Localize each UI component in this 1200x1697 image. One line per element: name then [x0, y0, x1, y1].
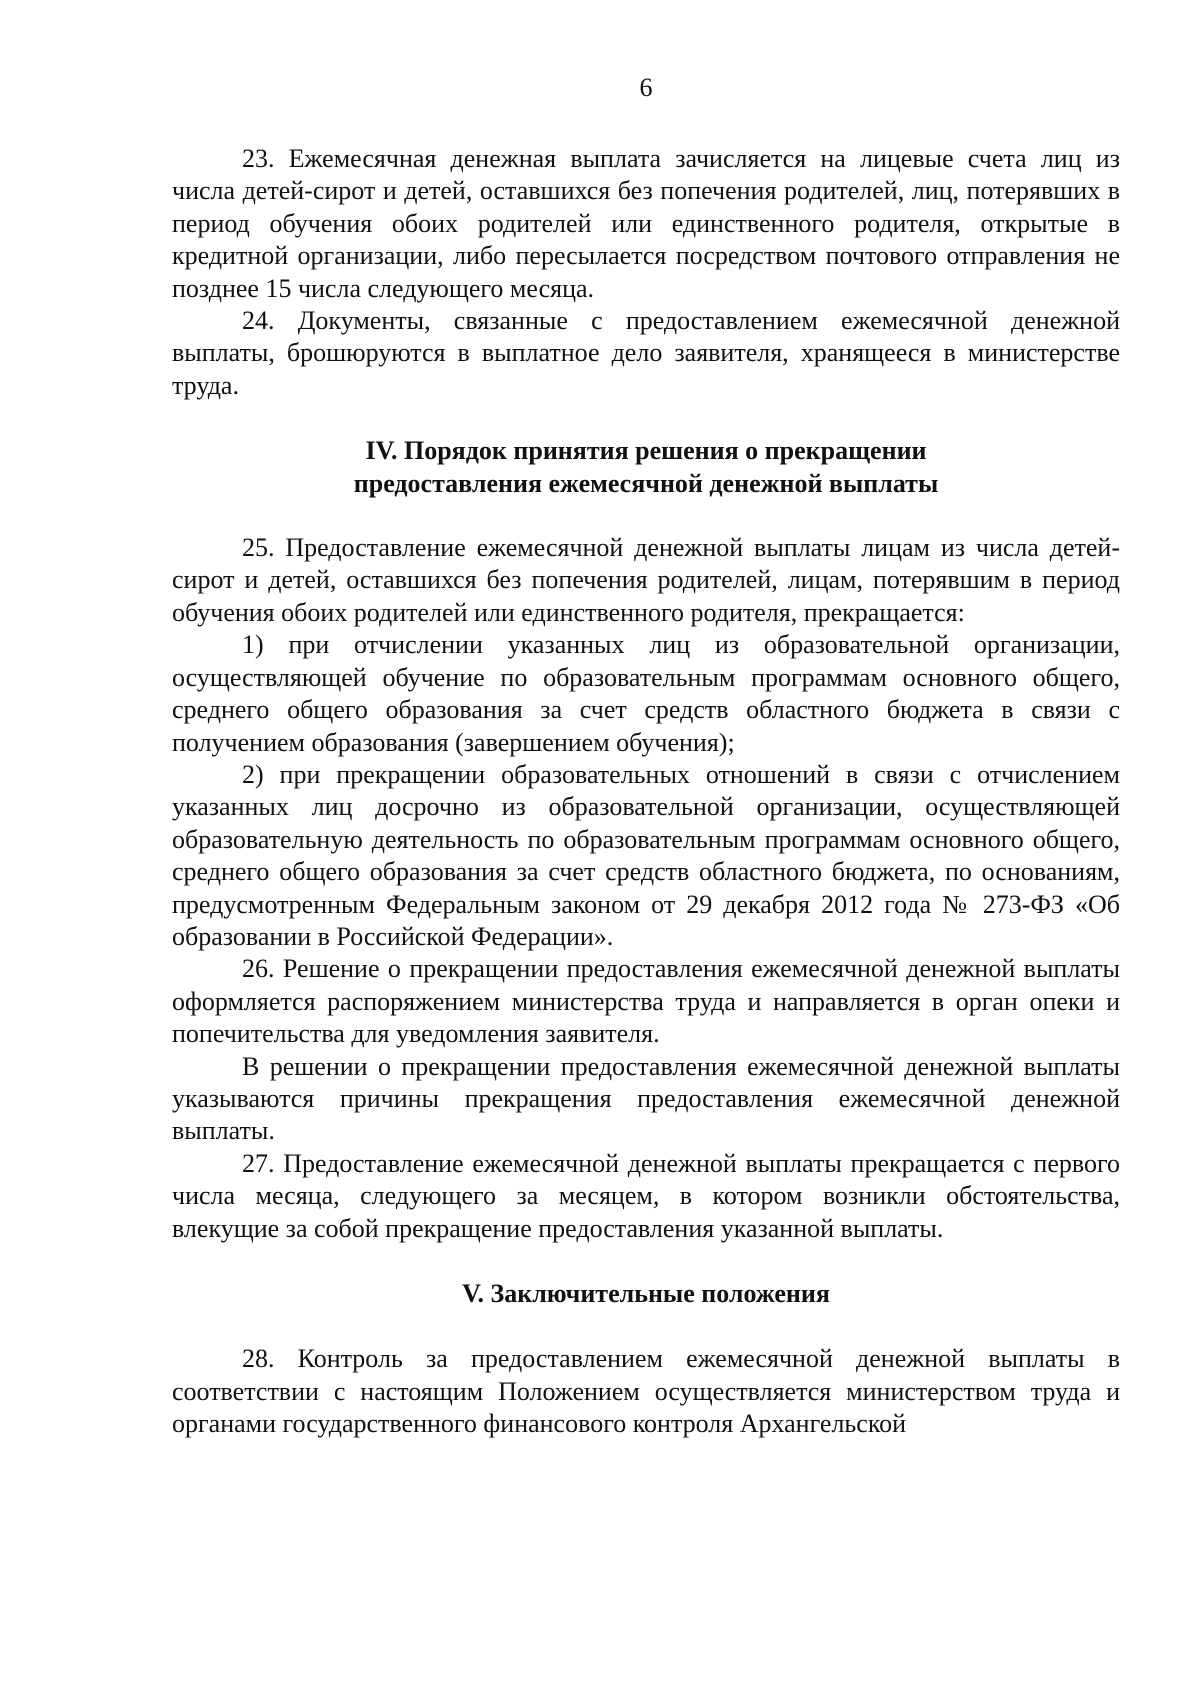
paragraph-25-item-1: 1) при отчислении указанных лиц из образовательной организации, осуществляющей обучение по образовательным программам основного общего, среднего общего образования за счет средств областного бюджета в связи с получением образования (завершением обучения); [172, 630, 1120, 757]
paragraph-26-continued: В решении о прекращении предоставления ежемесячной денежной выплаты указываются причины прекращения предоставления ежемесячной денежной выплаты. [172, 1051, 1120, 1146]
paragraph-26: 26. Решение о прекращении предоставления ежемесячной денежной выплаты оформляется распоряжением министерства труда и направляется в орган опеки и попечительства для уведомления заявителя. [172, 954, 1120, 1049]
paragraph-25: 25. Предоставление ежемесячной денежной выплаты лицам из числа детей-сирот и детей, оставшихся без попечения родителей, лицам, потерявшим в период обучения обоих родителей или единственного родителя, прекращается: [172, 533, 1120, 627]
paragraph-25-item-2: 2) при прекращении образовательных отношений в связи с отчислением указанных лиц досрочно из образовательной организации, осуществляющей образовательную деятельность по образовательным программам основного общего, среднего общего образования за счет средств областного бюджета, по основаниям, предусмотренным Федеральным законом от 29 декабря 2012 года № 273-ФЗ «Об образовании в Российской Федерации». [172, 759, 1120, 951]
paragraph-23: 23. Ежемесячная денежная выплата зачисляется на лицевые счета лиц из числа детей-сирот и детей, оставшихся без попечения родителей, лиц, потерявших в период обучения обоих родителей или единственного родителя, открытые в кредитной организации, либо пересылается посредством почтового отправления не позднее 15 числа следующего месяца. [172, 144, 1120, 303]
paragraph-28: 28. Контроль за предоставлением ежемесячной денежной выплаты в соответствии с настоящим Положением осуществляется министерством труда и органами государственного финансового контроля Архангельской [172, 1344, 1120, 1439]
document-body [172, 143, 1120, 1441]
section-4-heading [172, 435, 1120, 500]
section-4-heading-line-1: IV. Порядок принятия решения о прекращении [365, 436, 927, 466]
section-5-heading: V. Заключительные положения [462, 1279, 830, 1308]
paragraph-24: 24. Документы, связанные с предоставлением ежемесячной денежной выплаты, брошюруются в выплатное дело заявителя, хранящееся в министерстве труда. [172, 306, 1120, 400]
page-number: 6 [639, 73, 653, 102]
paragraph-27: 27. Предоставление ежемесячной денежной выплаты прекращается с первого числа месяца, следующего за месяцем, в котором возникли обстоятельства, влекущие за собой прекращение предоставления указанной выплаты. [172, 1148, 1120, 1243]
section-4-heading-line-2: предоставления ежемесячной денежной выплаты [353, 468, 939, 498]
